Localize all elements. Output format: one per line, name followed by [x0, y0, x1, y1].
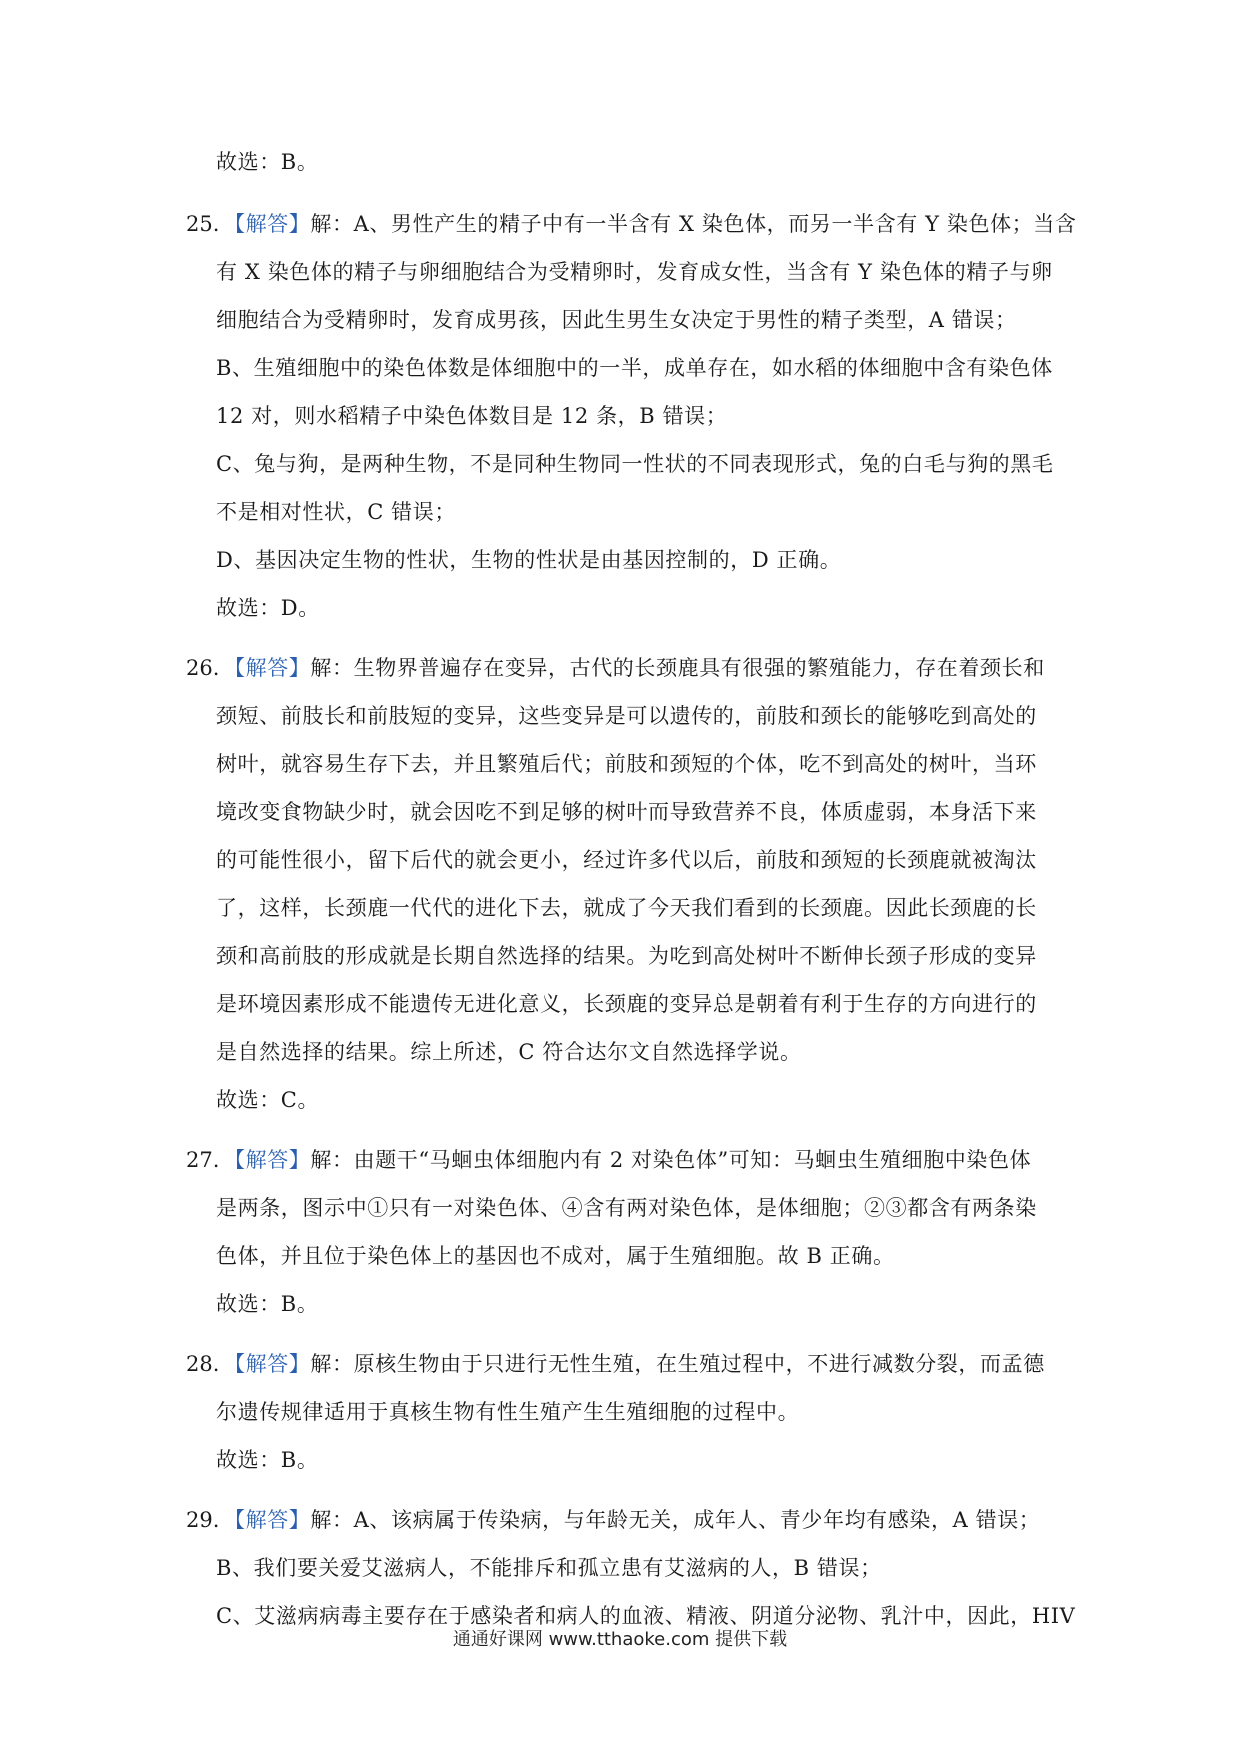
text-line: B、生殖细胞中的染色体数是体细胞中的一半，成单存在，如水稻的体细胞中含有染色体	[216, 356, 1053, 380]
text-line: C、兔与狗，是两种生物，不是同种生物同一性状的不同表现形式，兔的白毛与狗的黑毛	[216, 452, 1054, 476]
question-number: 28.	[186, 1352, 220, 1376]
text-line: 色体，并且位于染色体上的基因也不成对，属于生殖细胞。故 B 正确。	[216, 1244, 895, 1268]
text-line: 是环境因素形成不能遗传无进化意义，长颈鹿的变异总是朝着有利于生存的方向进行的	[216, 992, 1037, 1016]
text-line: 故选：D。	[216, 596, 320, 620]
text-line	[224, 1146, 1031, 1174]
answer-text: 解：原核生物由于只进行无性生殖，在生殖过程中，不进行减数分裂，而孟德	[310, 1352, 1045, 1376]
text-line: 颈短、前肢长和前肢短的变异，这些变异是可以遗传的，前肢和颈长的能够吃到高处的	[216, 704, 1037, 728]
question-number: 25.	[186, 212, 220, 236]
text-line: B、我们要关爱艾滋病人，不能排斥和孤立患有艾滋病的人，B 错误；	[216, 1556, 882, 1580]
text-line: 了，这样，长颈鹿一代代的进化下去，就成了今天我们看到的长颈鹿。因此长颈鹿的长	[216, 896, 1037, 920]
answer-tag: 【解答】	[224, 1352, 311, 1376]
text-line: 是两条，图示中①只有一对染色体、④含有两对染色体，是体细胞；②③都含有两条染	[216, 1196, 1037, 1220]
answer-tag: 【解答】	[224, 1508, 311, 1532]
question-number: 27.	[186, 1148, 220, 1172]
text-line: 树叶，就容易生存下去，并且繁殖后代；前肢和颈短的个体，吃不到高处的树叶，当环	[216, 752, 1037, 776]
question-number: 29.	[186, 1508, 220, 1532]
answer-text: 解：A、该病属于传染病，与年龄无关，成年人、青少年均有感染，A 错误；	[310, 1508, 1041, 1532]
text-line	[224, 210, 1076, 238]
page-footer: 通通好课网 www.tthaoke.com 提供下载	[452, 1629, 788, 1650]
text-line: 境改变食物缺少时，就会因吃不到足够的树叶而导致营养不良，体质虚弱，本身活下来	[216, 800, 1037, 824]
answer-tag: 【解答】	[224, 1148, 311, 1172]
text-line	[224, 1350, 1045, 1378]
text-line: 有 X 染色体的精子与卵细胞结合为受精卵时，发育成女性，当含有 Y 染色体的精子与卵	[216, 260, 1053, 284]
text-line: C、艾滋病病毒主要存在于感染者和病人的血液、精液、阴道分泌物、乳汁中，因此，HIV	[216, 1604, 1076, 1628]
text-line: 的可能性很小，留下后代的就会更小，经过许多代以后，前肢和颈短的长颈鹿就被淘汰	[216, 848, 1037, 872]
answer-text: 解：由题干“马蛔虫体细胞内有 2 对染色体”可知：马蛔虫生殖细胞中染色体	[310, 1148, 1032, 1172]
text-line: 故选：B。	[216, 150, 319, 174]
text-line	[224, 654, 1045, 682]
answer-text: 解：A、男性产生的精子中有一半含有 X 染色体，而另一半含有 Y 染色体；当含	[310, 212, 1077, 236]
question-number: 26.	[186, 656, 220, 680]
text-line: 细胞结合为受精卵时，发育成男孩，因此生男生女决定于男性的精子类型，A 错误；	[216, 308, 1017, 332]
text-line: 12 对，则水稻精子中染色体数目是 12 条，B 错误；	[216, 404, 728, 428]
text-line	[224, 1506, 1040, 1534]
text-line: 故选：B。	[216, 1448, 319, 1472]
text-line: 尔遗传规律适用于真核生物有性生殖产生生殖细胞的过程中。	[216, 1400, 800, 1424]
text-line: 故选：B。	[216, 1292, 319, 1316]
answer-tag: 【解答】	[224, 212, 311, 236]
answer-tag: 【解答】	[224, 656, 311, 680]
text-line: 不是相对性状，C 错误；	[216, 500, 456, 524]
text-line: 故选：C。	[216, 1088, 320, 1112]
text-line: 是自然选择的结果。综上所述，C 符合达尔文自然选择学说。	[216, 1040, 802, 1064]
answer-text: 解：生物界普遍存在变异，古代的长颈鹿具有很强的繁殖能力，存在着颈长和	[310, 656, 1045, 680]
text-line: 颈和高前肢的形成就是长期自然选择的结果。为吃到高处树叶不断伸长颈子形成的变异	[216, 944, 1037, 968]
text-line: D、基因决定生物的性状，生物的性状是由基因控制的，D 正确。	[216, 548, 842, 572]
